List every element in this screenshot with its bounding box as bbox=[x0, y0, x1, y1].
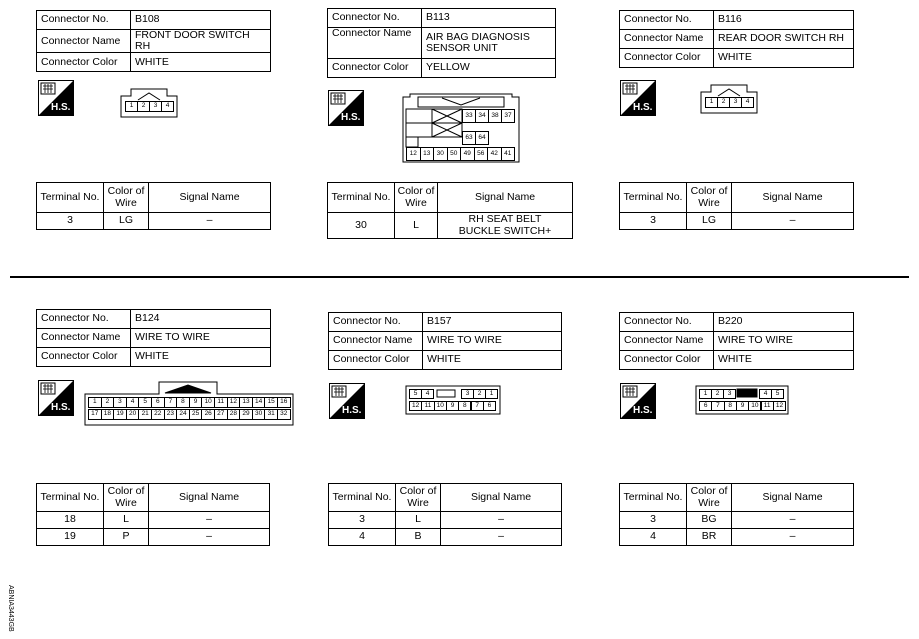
pin-cell: 20 bbox=[126, 409, 140, 420]
connector-name-value: WIRE TO WIRE bbox=[423, 332, 562, 351]
pin-cell: 2 bbox=[717, 97, 730, 108]
connector-face-b124 bbox=[84, 380, 294, 426]
pin-cell: 11 bbox=[214, 397, 228, 408]
wire-color-cell: L bbox=[395, 213, 438, 239]
connector-no-label: Connector No. bbox=[329, 313, 423, 332]
pin-cell: 10 bbox=[201, 397, 215, 408]
signal-name-header: Signal Name bbox=[438, 183, 573, 213]
connector-b220-panel bbox=[619, 312, 854, 370]
connector-no-label: Connector No. bbox=[620, 11, 714, 30]
pin-cell: 22 bbox=[151, 409, 165, 420]
terminal-no-header: Terminal No. bbox=[328, 183, 395, 213]
hs-label: H.S. bbox=[633, 102, 653, 113]
connector-b116-panel bbox=[619, 10, 854, 68]
connector-no-label: Connector No. bbox=[37, 11, 131, 30]
connector-face-b116 bbox=[700, 84, 758, 114]
connector-no-value: B157 bbox=[423, 313, 562, 332]
pin-cell: 1 bbox=[88, 397, 102, 408]
pin-cell: 12 bbox=[773, 401, 786, 411]
terminal-table-b124 bbox=[36, 483, 270, 546]
connector-no-label: Connector No. bbox=[37, 310, 131, 329]
connector-b108-panel bbox=[36, 10, 271, 72]
signal-name-cell: – bbox=[149, 213, 271, 230]
connector-face-b220 bbox=[695, 385, 789, 415]
pin-cell: 56 bbox=[474, 147, 489, 161]
pin-cell: 7 bbox=[711, 401, 724, 411]
pin-cell: 38 bbox=[488, 109, 502, 123]
terminal-no-cell: 3 bbox=[620, 512, 687, 529]
hs-icon-b116 bbox=[620, 80, 656, 116]
document-code: ABNIA3443GB bbox=[7, 585, 14, 632]
pin-cell: 4 bbox=[126, 397, 140, 408]
wire-color-cell: BG bbox=[687, 512, 732, 529]
connector-name-value: AIR BAG DIAGNOSIS SENSOR UNIT bbox=[422, 28, 556, 59]
wire-color-cell: B bbox=[396, 529, 441, 546]
hs-icon-b113 bbox=[328, 90, 364, 126]
pin-cell: 2 bbox=[137, 101, 150, 112]
connector-color-value: WHITE bbox=[131, 348, 271, 367]
signal-name-header: Signal Name bbox=[149, 484, 270, 512]
pin-cell: 13 bbox=[420, 147, 435, 161]
connector-color-value: WHITE bbox=[131, 53, 271, 72]
pin-cell: 1 bbox=[705, 97, 718, 108]
pin-cell: 12 bbox=[409, 401, 422, 411]
signal-name-cell: – bbox=[732, 529, 854, 546]
connector-name-label: Connector Name bbox=[620, 30, 714, 49]
connector-name-value: REAR DOOR SWITCH RH bbox=[714, 30, 854, 49]
connector-face-b108 bbox=[120, 88, 178, 118]
connector-b157-panel bbox=[328, 312, 562, 370]
terminal-table-b108 bbox=[36, 182, 271, 230]
connector-b113-panel bbox=[327, 8, 556, 78]
terminal-no-header: Terminal No. bbox=[37, 183, 104, 213]
pin-cell: 3 bbox=[461, 389, 474, 399]
connector-b124-panel bbox=[36, 309, 271, 367]
pin-cell: 8 bbox=[176, 397, 190, 408]
signal-name-cell: RH SEAT BELT BUCKLE SWITCH+ bbox=[438, 213, 573, 239]
section-divider bbox=[10, 276, 909, 278]
signal-name-cell: – bbox=[732, 512, 854, 529]
pin-cell: 5 bbox=[138, 397, 152, 408]
terminal-no-cell: 3 bbox=[620, 213, 687, 230]
connector-face-b157 bbox=[405, 385, 501, 415]
connector-no-label: Connector No. bbox=[620, 313, 714, 332]
signal-name-header: Signal Name bbox=[732, 484, 854, 512]
pin-cell: 24 bbox=[176, 409, 190, 420]
connector-color-value: YELLOW bbox=[422, 59, 556, 78]
terminal-no-cell: 18 bbox=[37, 512, 104, 529]
connector-b113-info-table bbox=[327, 8, 556, 78]
connector-name-label: Connector Name bbox=[328, 28, 422, 59]
wire-color-cell: LG bbox=[687, 213, 732, 230]
pin-cell: 10 bbox=[748, 401, 761, 411]
wire-color-cell: LG bbox=[104, 213, 149, 230]
signal-name-header: Signal Name bbox=[732, 183, 854, 213]
connector-color-label: Connector Color bbox=[37, 348, 131, 367]
pin-cell: 2 bbox=[473, 389, 486, 399]
color-of-wire-header: Color of Wire bbox=[396, 484, 441, 512]
connector-name-label: Connector Name bbox=[329, 332, 423, 351]
connector-face-b113 bbox=[402, 93, 520, 163]
pin-cell: 41 bbox=[501, 147, 516, 161]
hs-icon-b220 bbox=[620, 383, 656, 419]
hs-icon-b157 bbox=[329, 383, 365, 419]
connector-no-value: B220 bbox=[714, 313, 854, 332]
connector-no-value: B113 bbox=[422, 9, 556, 28]
pin-cell: 3 bbox=[113, 397, 127, 408]
terminal-no-header: Terminal No. bbox=[329, 484, 396, 512]
signal-name-header: Signal Name bbox=[441, 484, 562, 512]
color-of-wire-header: Color of Wire bbox=[395, 183, 438, 213]
pin-cell: 4 bbox=[421, 389, 434, 399]
hs-icon-b124 bbox=[38, 380, 74, 416]
pin-cell: 4 bbox=[741, 97, 754, 108]
connector-no-value: B116 bbox=[714, 11, 854, 30]
pin-cell: 12 bbox=[406, 147, 421, 161]
hs-label: H.S. bbox=[341, 112, 361, 123]
pin-cell: 7 bbox=[164, 397, 178, 408]
pin-cell: 2 bbox=[101, 397, 115, 408]
pin-cell: 3 bbox=[729, 97, 742, 108]
connector-color-label: Connector Color bbox=[329, 351, 423, 370]
connector-b220-info-table bbox=[619, 312, 854, 370]
wire-color-cell: L bbox=[104, 512, 149, 529]
pin-cell: 37 bbox=[501, 109, 515, 123]
connector-name-value: FRONT DOOR SWITCH RH bbox=[131, 30, 271, 53]
terminal-no-header: Terminal No. bbox=[620, 484, 687, 512]
pin-cell: 7 bbox=[471, 401, 484, 411]
hs-label: H.S. bbox=[51, 102, 71, 113]
pin-cell: 5 bbox=[409, 389, 422, 399]
pin-cell: 33 bbox=[462, 109, 476, 123]
pin-cell: 64 bbox=[475, 131, 489, 145]
pin-cell: 2 bbox=[711, 389, 724, 399]
wire-color-cell: P bbox=[104, 529, 149, 546]
pin-cell: 5 bbox=[771, 389, 784, 399]
pin-cell: 63 bbox=[462, 131, 476, 145]
terminal-table-b220 bbox=[619, 483, 854, 546]
color-of-wire-header: Color of Wire bbox=[687, 183, 732, 213]
pin-cell: 4 bbox=[161, 101, 174, 112]
pin-cell: 25 bbox=[189, 409, 203, 420]
color-of-wire-header: Color of Wire bbox=[104, 183, 149, 213]
pin-cell: 9 bbox=[446, 401, 459, 411]
pin-cell: 14 bbox=[252, 397, 266, 408]
pin-cell: 6 bbox=[483, 401, 496, 411]
terminal-table-b113 bbox=[327, 182, 573, 239]
connector-color-label: Connector Color bbox=[37, 53, 131, 72]
pin-cell: 6 bbox=[699, 401, 712, 411]
pin-cell: 18 bbox=[101, 409, 115, 420]
connector-name-value: WIRE TO WIRE bbox=[714, 332, 854, 351]
terminal-no-cell: 3 bbox=[329, 512, 396, 529]
hs-label: H.S. bbox=[51, 402, 71, 413]
signal-name-cell: – bbox=[149, 529, 270, 546]
signal-name-cell: – bbox=[732, 213, 854, 230]
pin-cell: 3 bbox=[149, 101, 162, 112]
pin-cell: 49 bbox=[460, 147, 475, 161]
connector-name-value: WIRE TO WIRE bbox=[131, 329, 271, 348]
pin-cell: 9 bbox=[189, 397, 203, 408]
wire-color-cell: L bbox=[396, 512, 441, 529]
connector-b124-info-table bbox=[36, 309, 271, 367]
pin-cell: 17 bbox=[88, 409, 102, 420]
terminal-table-b157 bbox=[328, 483, 562, 546]
pin-cell: 6 bbox=[151, 397, 165, 408]
pin-cell: 15 bbox=[264, 397, 278, 408]
hs-label: H.S. bbox=[633, 405, 653, 416]
pin-cell: 10 bbox=[434, 401, 447, 411]
terminal-no-header: Terminal No. bbox=[620, 183, 687, 213]
connector-b108-info-table bbox=[36, 10, 271, 72]
connector-no-value: B108 bbox=[131, 11, 271, 30]
hs-icon-b108 bbox=[38, 80, 74, 116]
connector-no-value: B124 bbox=[131, 310, 271, 329]
pin-cell: 23 bbox=[164, 409, 178, 420]
pin-cell: 11 bbox=[421, 401, 434, 411]
pin-cell: 50 bbox=[447, 147, 462, 161]
connector-color-label: Connector Color bbox=[328, 59, 422, 78]
pin-cell: 1 bbox=[485, 389, 498, 399]
terminal-no-cell: 19 bbox=[37, 529, 104, 546]
terminal-table-b116 bbox=[619, 182, 854, 230]
pin-cell: 21 bbox=[138, 409, 152, 420]
pin-cell: 8 bbox=[724, 401, 737, 411]
pin-cell: 26 bbox=[201, 409, 215, 420]
pin-cell: 8 bbox=[458, 401, 471, 411]
color-of-wire-header: Color of Wire bbox=[104, 484, 149, 512]
connector-name-label: Connector Name bbox=[620, 332, 714, 351]
signal-name-cell: – bbox=[441, 512, 562, 529]
pin-cell: 30 bbox=[433, 147, 448, 161]
pin-cell: 42 bbox=[487, 147, 502, 161]
pin-cell: 31 bbox=[264, 409, 278, 420]
hs-label: H.S. bbox=[342, 405, 362, 416]
connector-name-label: Connector Name bbox=[37, 30, 131, 53]
pin-cell: 9 bbox=[736, 401, 749, 411]
connector-color-value: WHITE bbox=[423, 351, 562, 370]
terminal-no-cell: 4 bbox=[620, 529, 687, 546]
pin-cell: 11 bbox=[761, 401, 774, 411]
signal-name-cell: – bbox=[149, 512, 270, 529]
connector-b116-info-table bbox=[619, 10, 854, 68]
pin-cell: 12 bbox=[227, 397, 241, 408]
pin-cell: 1 bbox=[125, 101, 138, 112]
pin-cell: 13 bbox=[239, 397, 253, 408]
pin-cell: 4 bbox=[759, 389, 772, 399]
connector-b157-info-table bbox=[328, 312, 562, 370]
pin-cell: 27 bbox=[214, 409, 228, 420]
signal-name-cell: – bbox=[441, 529, 562, 546]
pin-cell: 32 bbox=[277, 409, 291, 420]
connector-no-label: Connector No. bbox=[328, 9, 422, 28]
pin-cell: 30 bbox=[252, 409, 266, 420]
terminal-no-cell: 4 bbox=[329, 529, 396, 546]
pin-cell: 34 bbox=[475, 109, 489, 123]
pin-cell: 19 bbox=[113, 409, 127, 420]
signal-name-header: Signal Name bbox=[149, 183, 271, 213]
connector-color-label: Connector Color bbox=[620, 49, 714, 68]
pin-cell: 16 bbox=[277, 397, 291, 408]
terminal-no-header: Terminal No. bbox=[37, 484, 104, 512]
color-of-wire-header: Color of Wire bbox=[687, 484, 732, 512]
connector-color-label: Connector Color bbox=[620, 351, 714, 370]
wire-color-cell: BR bbox=[687, 529, 732, 546]
connector-color-value: WHITE bbox=[714, 351, 854, 370]
pin-cell: 29 bbox=[239, 409, 253, 420]
connector-color-value: WHITE bbox=[714, 49, 854, 68]
connector-name-label: Connector Name bbox=[37, 329, 131, 348]
pin-cell: 3 bbox=[723, 389, 736, 399]
pin-cell: 1 bbox=[699, 389, 712, 399]
terminal-no-cell: 30 bbox=[328, 213, 395, 239]
terminal-no-cell: 3 bbox=[37, 213, 104, 230]
pin-cell: 28 bbox=[227, 409, 241, 420]
